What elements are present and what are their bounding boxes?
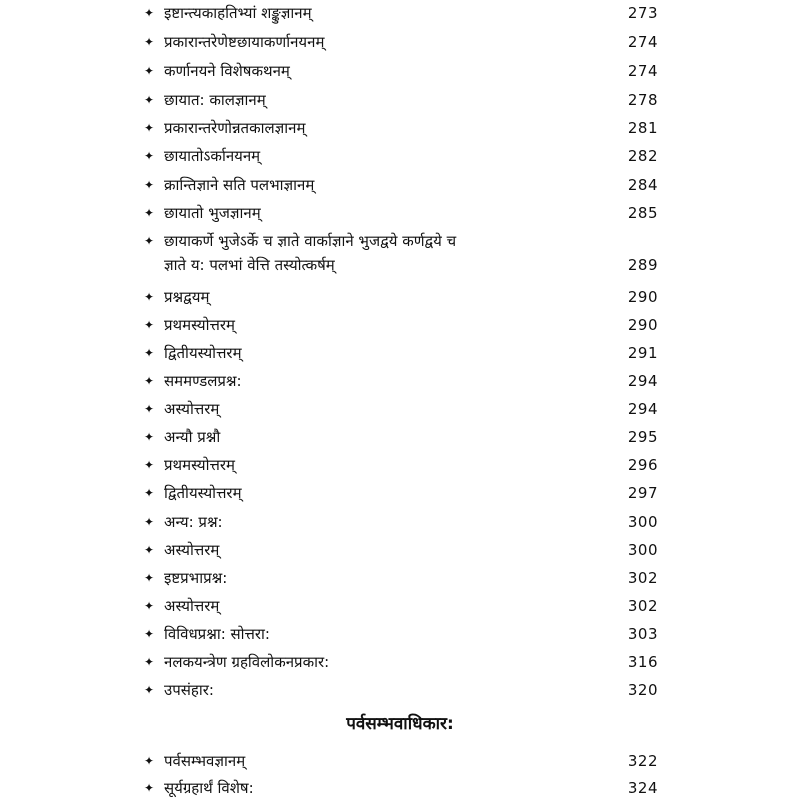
toc-entry-page: 300 <box>627 513 658 531</box>
bullet-icon: ✦ <box>144 121 155 135</box>
toc-entry-title: द्वितीयस्योत्तरम् <box>164 484 242 502</box>
toc-entry-title: अस्योत्तरम् <box>164 541 220 559</box>
bullet-icon: ✦ <box>144 486 155 500</box>
toc-entry-title: उपसंहार: <box>164 681 214 699</box>
bullet-icon: ✦ <box>144 64 155 78</box>
toc-entry-title: अन्यौ प्रश्नौ <box>164 428 221 446</box>
toc-entry-title: प्रकारान्तरेणोन्नतकालज्ञानम् <box>164 119 306 137</box>
toc-entry-page: 284 <box>627 176 658 194</box>
toc-entry-title: विविधप्रश्ना: सोत्तरा: <box>164 625 270 643</box>
bullet-icon: ✦ <box>144 430 155 444</box>
toc-entry-title: नलकयन्त्रेण ग्रहविलोकनप्रकार: <box>164 653 330 671</box>
toc-entry-title: क्रान्तिज्ञाने सति पलभाज्ञानम् <box>164 176 315 194</box>
toc-entry-title: इष्टप्रभाप्रश्न: <box>164 569 228 587</box>
toc-entry-page: 294 <box>627 400 658 418</box>
bullet-icon: ✦ <box>144 754 155 768</box>
bullet-icon: ✦ <box>144 543 155 557</box>
bullet-icon: ✦ <box>144 402 155 416</box>
bullet-icon: ✦ <box>144 290 155 304</box>
bullet-icon: ✦ <box>144 599 155 613</box>
bullet-icon: ✦ <box>144 781 155 795</box>
toc-entry-page: 303 <box>627 625 658 643</box>
bullet-icon: ✦ <box>144 93 155 107</box>
toc-entry-title: द्वितीयस्योत्तरम् <box>164 344 242 362</box>
toc-entry-page: 302 <box>627 597 658 615</box>
toc-entry-page: 278 <box>627 91 658 109</box>
bullet-icon: ✦ <box>144 35 155 49</box>
toc-entry-title: कर्णानयने विशेषकथनम् <box>164 62 290 80</box>
toc-entry-page: 274 <box>627 62 658 80</box>
bullet-icon: ✦ <box>144 515 155 529</box>
section-heading: पर्वसम्भवाधिकार: <box>346 714 454 734</box>
toc-entry-page: 316 <box>627 653 658 671</box>
toc-entry-page: 291 <box>627 344 658 362</box>
toc-entry-title-continued: ज्ञाते य: पलभां वेत्ति तस्योत्कर्षम् <box>164 256 335 274</box>
toc-entry-title: प्रकारान्तरेणेष्टछायाकर्णानयनम् <box>164 33 325 51</box>
toc-entry-title: प्रथमस्योत्तरम् <box>164 316 235 334</box>
toc-entry-title: सममण्डलप्रश्न: <box>164 372 242 390</box>
toc-entry-page: 273 <box>627 4 658 22</box>
toc-entry-title: छायातो भुजज्ञानम् <box>164 204 261 222</box>
bullet-icon: ✦ <box>144 627 155 641</box>
toc-entry-title: प्रथमस्योत्तरम् <box>164 456 235 474</box>
bullet-icon: ✦ <box>144 683 155 697</box>
toc-entry-page: 297 <box>627 484 658 502</box>
toc-entry-title: प्रश्नद्वयम् <box>164 288 210 306</box>
toc-entry-page: 290 <box>627 316 658 334</box>
toc-entry-title: छायाकर्णे भुजेऽर्के च ज्ञाते वार्काज्ञाने भुजद्वये कर्णद्वये च <box>164 232 457 250</box>
toc-entry-title: अस्योत्तरम् <box>164 400 220 418</box>
bullet-icon: ✦ <box>144 6 155 20</box>
bullet-icon: ✦ <box>144 149 155 163</box>
toc-entry-page: 285 <box>627 204 658 222</box>
toc-entry-title: सूर्यग्रहार्थं विशेष: <box>164 779 254 797</box>
toc-entry-page: 281 <box>627 119 658 137</box>
toc-entry-page: 289 <box>627 256 658 274</box>
toc-entry-title: पर्वसम्भवज्ञानम् <box>164 752 246 770</box>
toc-entry-page: 274 <box>627 33 658 51</box>
toc-entry-title: इष्टान्त्यकाहतिभ्यां शङ्कुज्ञानम् <box>164 4 312 22</box>
bullet-icon: ✦ <box>144 655 155 669</box>
toc-entry-page: 282 <box>627 147 658 165</box>
toc-entry-title: अन्य: प्रश्न: <box>164 513 223 531</box>
bullet-icon: ✦ <box>144 206 155 220</box>
toc-entry-page: 295 <box>627 428 658 446</box>
bullet-icon: ✦ <box>144 374 155 388</box>
toc-entry-page: 300 <box>627 541 658 559</box>
bullet-icon: ✦ <box>144 234 155 248</box>
bullet-icon: ✦ <box>144 571 155 585</box>
toc-entry[interactable] <box>144 231 664 279</box>
toc-entry-page: 322 <box>627 752 658 770</box>
bullet-icon: ✦ <box>144 318 155 332</box>
bullet-icon: ✦ <box>144 458 155 472</box>
toc-entry-page: 320 <box>627 681 658 699</box>
toc-entry-title: छायातोऽर्कानयनम् <box>164 147 261 165</box>
bullet-icon: ✦ <box>144 346 155 360</box>
toc-entry-page: 290 <box>627 288 658 306</box>
toc-entry-page: 324 <box>627 779 658 797</box>
toc-entry-page: 296 <box>627 456 658 474</box>
toc-entry-page: 302 <box>627 569 658 587</box>
toc-entry-title: अस्योत्तरम् <box>164 597 220 615</box>
bullet-icon: ✦ <box>144 178 155 192</box>
toc-entry-page: 294 <box>627 372 658 390</box>
toc-entry-title: छायात: कालज्ञानम् <box>164 91 266 109</box>
